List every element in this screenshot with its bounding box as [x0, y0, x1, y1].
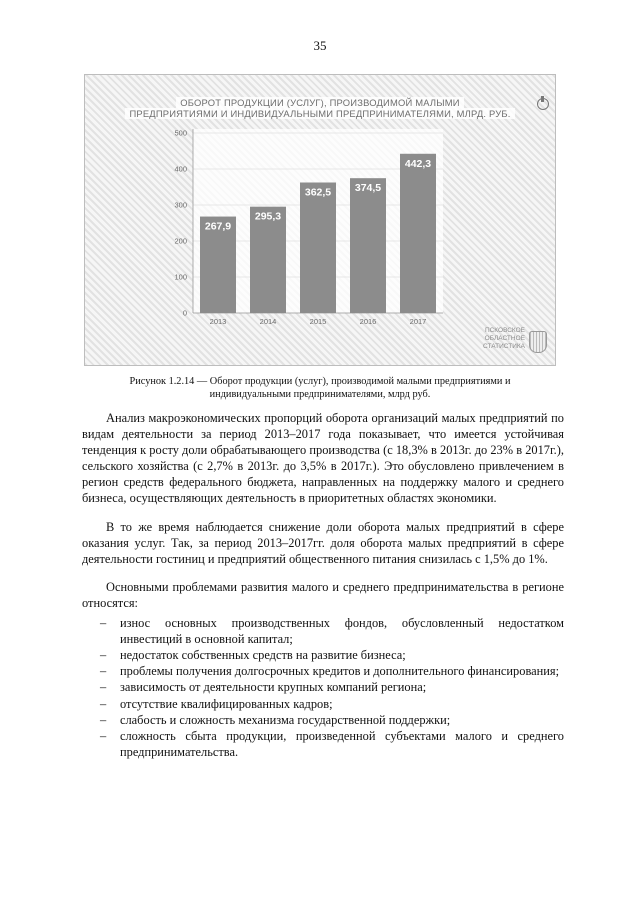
list-dash: –: [100, 648, 107, 663]
bar: [400, 154, 436, 313]
y-tick-label: 500: [174, 128, 187, 138]
list-item: [82, 663, 564, 679]
list-dash: –: [100, 696, 107, 711]
list-item-text: недостаток собственных средств на развитие бизнеса;: [120, 648, 406, 663]
bar-value-label: 295,3: [254, 210, 282, 223]
x-tick-label: 2014: [259, 317, 277, 326]
list-item-text: проблемы получения долгосрочных кредитов и дополнительного финансирования;: [120, 664, 560, 679]
emblem-icon: [529, 331, 547, 353]
paragraph: В то же время наблюдается снижение доли оборота малых предприятий в сфере оказания услуг. Так, за период 2013–2017гг. доля оборота малых предприятий в сфере деятельности гостиниц и предприятий общественного питания снизилась с 1,5% до 1%.: [82, 519, 564, 566]
y-tick-label: 400: [174, 164, 187, 174]
source-line2: СТАТИСТИКА: [483, 343, 525, 350]
y-tick-label: 0: [182, 308, 187, 318]
bar-value-label: 442,3: [404, 157, 432, 170]
caption-line2: индивидуальными предпринимателями, млрд руб.: [209, 389, 431, 400]
chart-title-line1: ОБОРОТ ПРОДУКЦИИ (УСЛУГ), ПРОИЗВОДИМОЙ МАЛЫМИ: [176, 97, 463, 108]
list-dash: –: [100, 616, 107, 631]
y-tick-label: 200: [174, 236, 187, 246]
x-tick-label: 2017: [409, 317, 427, 326]
list-item: [82, 679, 564, 695]
y-tick-label: 100: [174, 272, 187, 282]
paragraph: Анализ макроэкономических пропорций оборота организаций малых предприятий по видам деятельности за период 2013–2017 года показывает, что имеется устойчивая тенденция к росту доли обрабатывающего производства (с 18,3% в 2013г. до 23% в 2017г.), сельского хозяйства (с 2,7% в 2013г. до 3,5% в 2017г.). Это обусловлено привлечением в регион средств федерального бюджета, направленных на поддержку малого и среднего бизнеса, осуществляющих деятельность в приоритетных областях экономики.: [82, 411, 564, 506]
x-tick-label: 2015: [309, 317, 327, 326]
paragraph: Основными проблемами развития малого и среднего предпринимательства в регионе относятся:: [82, 579, 564, 610]
bar-chart: [85, 75, 555, 365]
bar: [300, 183, 336, 314]
list-item-text: слабость и сложность механизма государственной поддержки;: [120, 712, 451, 727]
x-tick-label: 2016: [359, 317, 377, 326]
source-stamp: [467, 327, 525, 351]
list-item-text: зависимость от деятельности крупных компаний региона;: [120, 680, 427, 695]
list-item-text: отсутствие квалифицированных кадров;: [120, 696, 333, 711]
list-dash: –: [100, 664, 107, 679]
list-item: [82, 615, 564, 647]
bar-value-label: 374,5: [354, 182, 382, 195]
source-line1: ПСКОВСКОЕ ОБЛАСТНОЕ: [484, 327, 525, 342]
list-item-text: износ основных производственных фондов, обусловленный недостатком инвестиций в основной капитал;: [120, 616, 564, 647]
list-item: [82, 647, 564, 663]
caption-line1: Рисунок 1.2.14 — Оборот продукции (услуг), производимой малыми предприятиями и: [129, 376, 511, 387]
list-dash: –: [100, 712, 107, 727]
bar: [350, 178, 386, 313]
list-dash: –: [100, 728, 107, 743]
problems-list: [82, 615, 564, 760]
list-item: [82, 712, 564, 728]
bar-value-label: 267,9: [204, 220, 232, 233]
body-text: [82, 410, 564, 760]
bar-value-label: 362,5: [304, 186, 332, 199]
page-number: 35: [313, 38, 327, 53]
chart-title-line2: ПРЕДПРИЯТИЯМИ И ИНДИВИДУАЛЬНЫМИ ПРЕДПРИНИМАТЕЛЯМИ, МЛРД. РУБ.: [125, 108, 514, 119]
list-dash: –: [100, 680, 107, 695]
list-item: [82, 728, 564, 760]
list-item: [82, 696, 564, 712]
figure-chart: [84, 74, 556, 366]
y-tick-label: 300: [174, 200, 187, 210]
x-tick-label: 2013: [209, 317, 227, 326]
list-item-text: сложность сбыта продукции, произведенной субъектами малого и среднего предпринимательства.: [120, 728, 564, 759]
figure-caption: [84, 375, 556, 401]
